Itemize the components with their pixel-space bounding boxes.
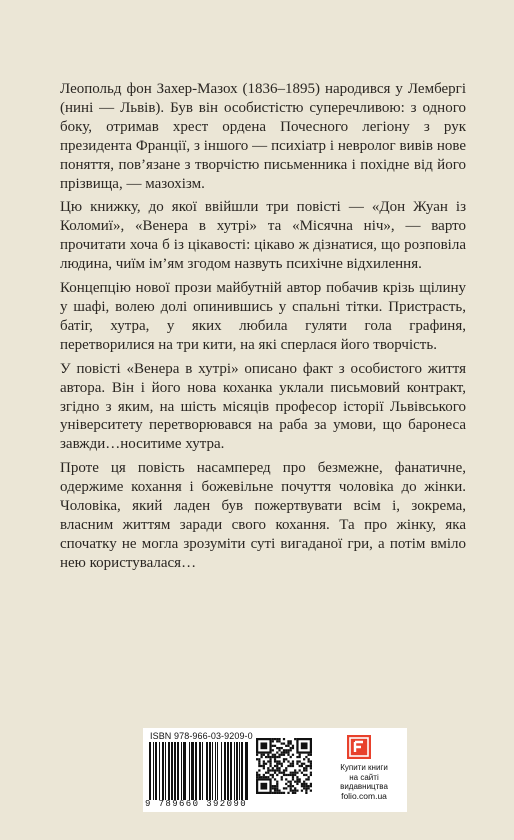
promo-block bbox=[325, 763, 403, 801]
paragraph-1: Леопольд фон Захер-Мазох (1836–1895) народився у Лембергі (нині — Львів). Був він особистістю суперечливою: з одного боку, отримав хрест ордена Почесного легіону з рук президента Франції, з іншого — психіатр і невролог вивів нове поняття, пов’язане з творчістю письменника і похідне від його прізвища, — мазохізм. bbox=[60, 81, 466, 192]
promo-site-link[interactable]: folio.com.ua bbox=[341, 790, 387, 801]
qr-code-icon[interactable] bbox=[256, 738, 312, 794]
promo-line-3: видавництва bbox=[340, 782, 388, 791]
folio-logo-icon bbox=[347, 735, 371, 759]
paragraph-4: У повісті «Венера в хутрі» описано факт з особистого життя автора. Він і його нова коханка уклали письмовий контракт, згідно з яким, на шість місяців професор історії Львівського університету перетворювався на раба за умови, що баронеса завжди…носитиме хутра. bbox=[60, 360, 466, 453]
promo-line-1: Купити книги bbox=[340, 763, 388, 772]
isbn-label: ISBN 978-966-03-9209-0 bbox=[150, 731, 253, 741]
annotation-text bbox=[60, 80, 466, 578]
barcode-icon bbox=[147, 742, 251, 800]
barcode-number: 9 789660 392090 bbox=[145, 799, 248, 809]
paragraph-2: Цю книжку, до якої ввійшли три повісті — «Дон Жуан із Коломиї», «Венера в хутрі» та «Місячна ніч», — варто прочитати хоча б із цікавості: цікаво ж дізнатися, що розповіла людина, чиїм ім’ям згодом назвуть психічне відхилення. bbox=[60, 199, 466, 273]
paragraph-3: Концепцію нової прози майбутній автор побачив крізь щілину у шафі, волею долі опинившись у спальні тітки. Пристрасть, батіг, хутра, у яких любила гуляти гола графиня, перетворилися на три кити, на які сперлася його творчість. bbox=[60, 280, 466, 353]
paragraph-5: Проте ця повість насамперед про безмежне, фанатичне, одержиме кохання і божевільне почуття чоловіка до жінки. Чоловіка, який ладен був пожертвувати всім і, зокрема, власним життям заради свого кохання. Та про жінку, яка спочатку не могла зрозуміти суті вигаданої гри, а потім вміло нею користувалася… bbox=[60, 460, 466, 571]
promo-line-2: на сайті bbox=[349, 772, 379, 782]
